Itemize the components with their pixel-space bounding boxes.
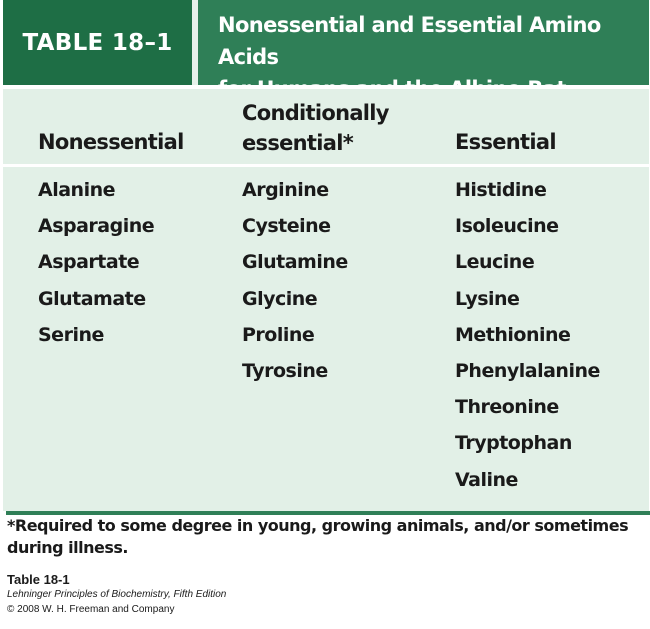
table-row xyxy=(3,244,649,280)
table-row xyxy=(3,353,649,389)
cell-essential: Isoleucine xyxy=(455,215,559,238)
cell-essential: Lysine xyxy=(455,287,520,310)
cell-conditional: Glutamine xyxy=(242,251,348,274)
table-title-line-1: Nonessential and Essential Amino Acids xyxy=(218,13,601,69)
cell-conditional: Glycine xyxy=(242,287,318,310)
credit-book-title: Lehninger Principles of Biochemistry, Fifth Edition xyxy=(7,589,227,600)
table-number: TABLE 18–1 xyxy=(3,0,198,85)
cell-essential: Phenylalanine xyxy=(455,360,600,382)
cell-essential: Threonine xyxy=(455,396,559,419)
table-row xyxy=(3,462,649,498)
cell-nonessential: Serine xyxy=(38,323,104,346)
credit-copyright: © 2008 W. H. Freeman and Company xyxy=(7,604,175,615)
table-body xyxy=(3,85,649,511)
column-header-nonessential: Nonessential xyxy=(38,130,184,154)
cell-essential: Histidine xyxy=(455,179,547,201)
table-row xyxy=(3,389,649,425)
table-footnote: *Required to some degree in young, growing animals, and/or sometimes during illness. xyxy=(7,516,629,557)
cell-essential: Tryptophan xyxy=(455,432,572,455)
credit-table-id: Table 18-1 xyxy=(7,572,70,587)
table-row xyxy=(3,208,649,244)
table-row xyxy=(3,425,649,461)
table-row xyxy=(3,172,649,208)
header-divider xyxy=(3,164,649,167)
column-header-essential: Essential xyxy=(455,130,556,154)
cell-conditional: Arginine xyxy=(242,179,329,201)
amino-acid-table xyxy=(3,0,649,511)
cell-nonessential: Alanine xyxy=(38,179,115,201)
table-row xyxy=(3,281,649,317)
table-row xyxy=(3,317,649,353)
cell-nonessential: Glutamate xyxy=(38,287,146,310)
cell-nonessential: Aspartate xyxy=(38,251,140,274)
cell-essential: Valine xyxy=(455,468,518,491)
cell-conditional: Tyrosine xyxy=(242,360,328,382)
cell-conditional: Cysteine xyxy=(242,215,331,238)
column-header-conditional-line-2: essential* xyxy=(242,131,354,155)
cell-conditional: Proline xyxy=(242,323,315,346)
cell-nonessential: Asparagine xyxy=(38,215,155,238)
cell-essential: Leucine xyxy=(455,251,535,274)
table-header xyxy=(3,0,649,85)
column-header-conditional-line-1: Conditionally xyxy=(242,101,389,125)
cell-essential: Methionine xyxy=(455,323,571,346)
column-header-conditional xyxy=(242,98,389,158)
